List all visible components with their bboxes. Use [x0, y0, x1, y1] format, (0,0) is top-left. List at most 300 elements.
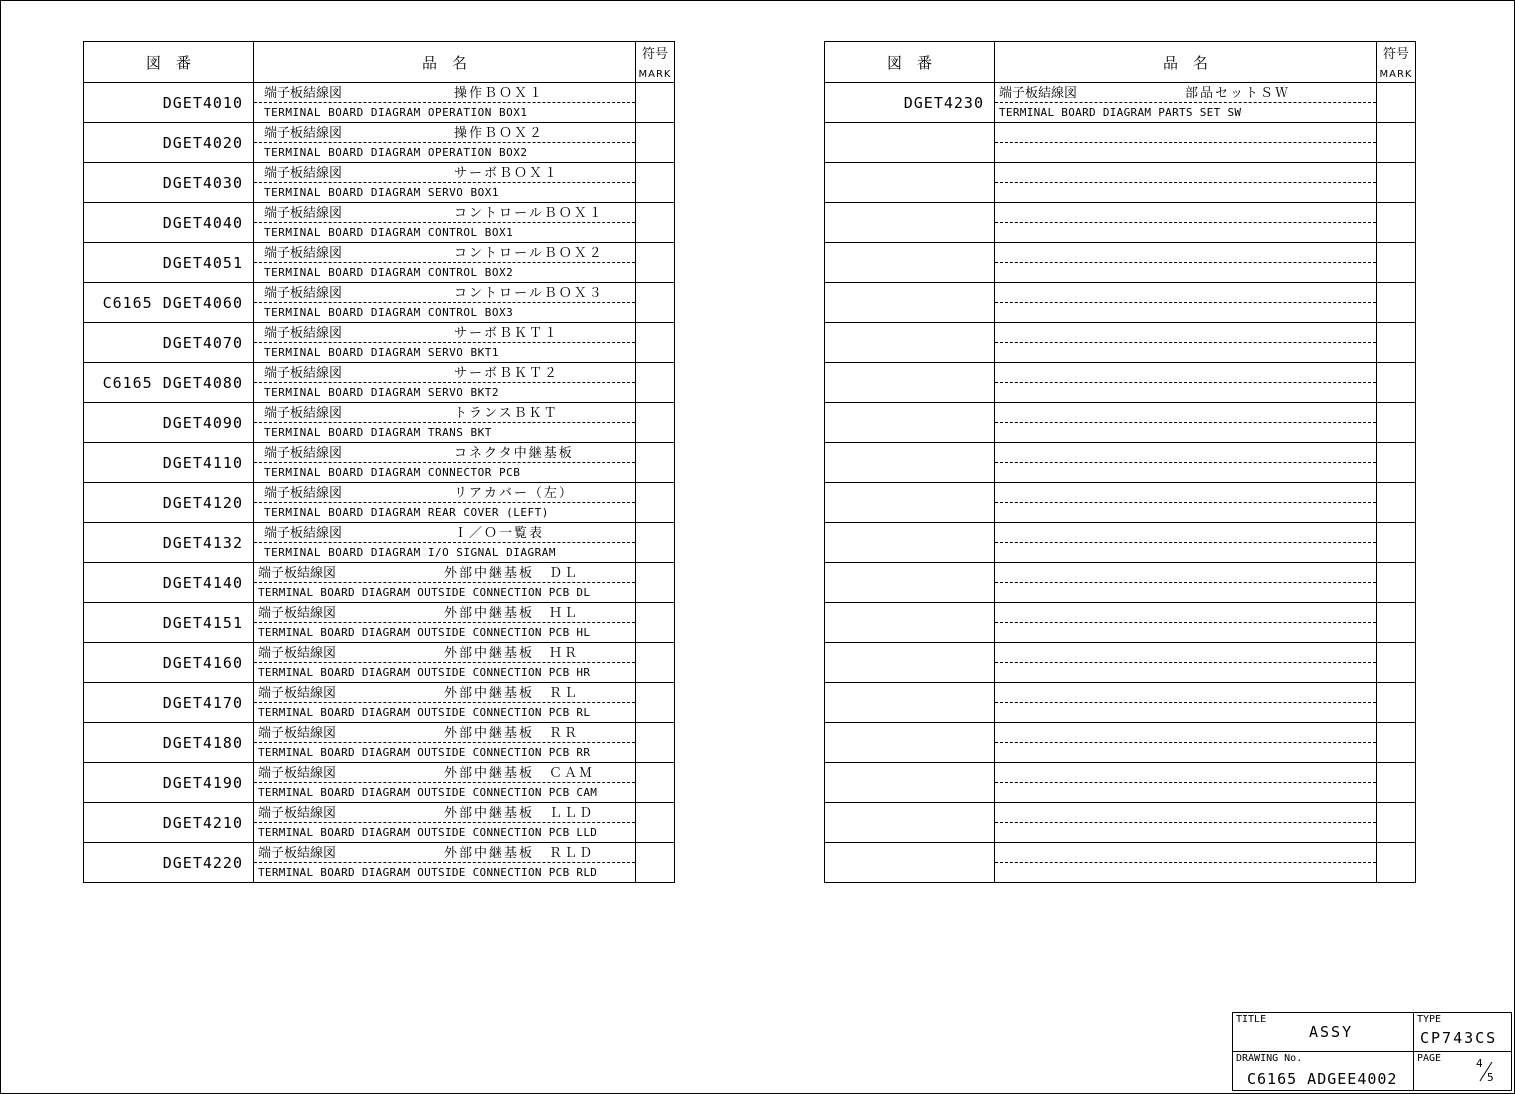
table-row	[84, 563, 675, 603]
part-name-jp-item: コントロールＢＯＸ１	[454, 203, 605, 221]
drawing-number: DGET4151	[84, 603, 254, 643]
part-name-jp-category: 端子板結線図	[264, 203, 343, 221]
part-name-jp-line	[254, 403, 635, 423]
part-name	[254, 283, 636, 323]
part-name-jp-line	[254, 203, 635, 223]
title-cell	[1233, 1013, 1414, 1052]
part-name-jp-line	[254, 563, 635, 583]
table-row	[825, 723, 1416, 763]
mark-cell	[1377, 403, 1416, 443]
drawing-number-value: C6165 ADGEE4002	[1247, 1070, 1398, 1088]
mark-cell	[636, 83, 675, 123]
part-name	[254, 763, 636, 803]
table-row	[84, 603, 675, 643]
part-name-en: TERMINAL BOARD DIAGRAM SERVO BKT2	[264, 386, 500, 399]
part-name-en: TERMINAL BOARD DIAGRAM OUTSIDE CONNECTION PCB RLD	[258, 866, 598, 879]
part-name-jp-category: 端子板結線図	[264, 403, 343, 421]
part-name-jp-line	[995, 83, 1376, 103]
part-name-en-line	[254, 823, 635, 842]
table-row	[825, 443, 1416, 483]
part-name-empty	[995, 723, 1377, 763]
part-name-jp-item: 外部中継基板 ＲＬ	[444, 683, 580, 701]
mark-cell	[1377, 683, 1416, 723]
part-name-empty	[995, 123, 1377, 163]
page-current: 4	[1476, 1057, 1483, 1070]
mark-cell	[636, 683, 675, 723]
part-name-jp-category: 端子板結線図	[264, 283, 343, 301]
part-name	[254, 403, 636, 443]
part-name-en-line	[254, 503, 635, 522]
header-mark-jp: 符号	[1382, 47, 1409, 62]
drawing-list-left	[83, 41, 675, 883]
part-name-en: TERMINAL BOARD DIAGRAM OUTSIDE CONNECTION PCB CAM	[258, 786, 598, 799]
table-row	[825, 163, 1416, 203]
mark-cell	[1377, 123, 1416, 163]
part-name-jp-category: 端子板結線図	[264, 243, 343, 261]
dashed-line	[995, 683, 1376, 703]
part-name-jp-line	[254, 763, 635, 783]
part-name-jp-item: 外部中継基板 ＲＬＤ	[444, 843, 595, 861]
part-name-jp-category: 端子板結線図	[264, 123, 343, 141]
drawing-number: DGET4090	[84, 403, 254, 443]
table-row	[825, 203, 1416, 243]
table-row	[84, 803, 675, 843]
mark-cell	[1377, 163, 1416, 203]
drawing-number: DGET4180	[84, 723, 254, 763]
part-name-jp-item: 外部中継基板 ＨＲ	[444, 643, 580, 661]
mark-cell	[1377, 803, 1416, 843]
part-name-jp-line	[254, 323, 635, 343]
table-row	[825, 83, 1416, 123]
dashed-line	[995, 603, 1376, 623]
drawing-number-empty	[825, 403, 995, 443]
part-name-en: TERMINAL BOARD DIAGRAM OPERATION BOX1	[264, 106, 528, 119]
page-total: 5	[1487, 1071, 1494, 1084]
dashed-line	[995, 763, 1376, 783]
mark-cell	[636, 803, 675, 843]
mark-cell	[1377, 523, 1416, 563]
part-name-en-line	[254, 383, 635, 402]
part-name-jp-category: 端子板結線図	[258, 643, 337, 661]
dashed-line	[995, 643, 1376, 663]
part-name-jp-item: トランスＢＫＴ	[454, 403, 560, 421]
part-name-jp-category: 端子板結線図	[264, 83, 343, 101]
dashed-line	[995, 283, 1376, 303]
mark-cell	[1377, 843, 1416, 883]
drawing-number: DGET4051	[84, 243, 254, 283]
part-name-en-line	[254, 183, 635, 202]
drawing-number-empty	[825, 283, 995, 323]
part-name-jp-item: コネクタ中継基板	[454, 443, 575, 461]
title-label: TITLE	[1236, 1014, 1267, 1025]
part-name-en-line	[995, 103, 1376, 122]
part-name-en: TERMINAL BOARD DIAGRAM OUTSIDE CONNECTION PCB RL	[258, 706, 591, 719]
part-name-empty	[995, 363, 1377, 403]
table-header	[825, 42, 1416, 83]
table-row	[825, 683, 1416, 723]
mark-cell	[1377, 763, 1416, 803]
table-row	[84, 83, 675, 123]
part-name-en-line	[254, 743, 635, 762]
part-name-empty	[995, 443, 1377, 483]
part-name-en: TERMINAL BOARD DIAGRAM TRANS BKT	[264, 426, 492, 439]
table-row	[84, 163, 675, 203]
part-name-jp-item: サーボＢＫＴ２	[454, 363, 560, 381]
part-name-en-line	[254, 103, 635, 122]
part-name-en-line	[254, 663, 635, 682]
mark-cell	[1377, 83, 1416, 123]
part-name	[254, 163, 636, 203]
table-row	[825, 123, 1416, 163]
part-name-jp-category: 端子板結線図	[258, 563, 337, 581]
mark-cell	[1377, 203, 1416, 243]
table-row	[825, 323, 1416, 363]
mark-cell	[636, 283, 675, 323]
part-name-en: TERMINAL BOARD DIAGRAM I/O SIGNAL DIAGRAM	[264, 546, 557, 559]
table-row	[825, 803, 1416, 843]
mark-cell	[1377, 243, 1416, 283]
part-name-en-line	[254, 223, 635, 242]
part-name-en-line	[254, 543, 635, 562]
part-name-en-line	[254, 143, 635, 162]
part-name-empty	[995, 643, 1377, 683]
mark-cell	[636, 203, 675, 243]
part-name-en-line	[254, 703, 635, 722]
part-name-jp-item: サーボＢＯＸ１	[454, 163, 560, 181]
header-mark-en: MARK	[638, 69, 672, 80]
dashed-line	[995, 123, 1376, 143]
drawing-number: C6165 DGET4060	[84, 283, 254, 323]
header-drawing-number: 図 番	[84, 42, 254, 83]
mark-cell	[636, 403, 675, 443]
part-name-jp-item: 操作ＢＯＸ１	[454, 83, 545, 101]
part-name-empty	[995, 163, 1377, 203]
mark-cell	[636, 363, 675, 403]
table-row	[84, 403, 675, 443]
drawing-list-right	[824, 41, 1416, 883]
part-name-empty	[995, 323, 1377, 363]
part-name-en-line	[254, 263, 635, 282]
dashed-line	[995, 843, 1376, 863]
part-name-empty	[995, 683, 1377, 723]
drawing-number-label: DRAWING No.	[1236, 1053, 1303, 1064]
table-row	[84, 203, 675, 243]
mark-cell	[636, 523, 675, 563]
drawing-number-empty	[825, 443, 995, 483]
part-name-en: TERMINAL BOARD DIAGRAM OUTSIDE CONNECTION PCB HR	[258, 666, 591, 679]
part-name-en-line	[254, 463, 635, 482]
drawing-number-empty	[825, 563, 995, 603]
drawing-number: DGET4030	[84, 163, 254, 203]
part-name-jp-item: Ｉ／Ｏ一覧表	[454, 523, 545, 541]
drawing-number: DGET4010	[84, 83, 254, 123]
part-name-empty	[995, 243, 1377, 283]
drawing-number-empty	[825, 483, 995, 523]
table-row	[84, 643, 675, 683]
part-name-jp-category: 端子板結線図	[258, 683, 337, 701]
table-row	[825, 603, 1416, 643]
table-row	[84, 443, 675, 483]
table-row	[84, 283, 675, 323]
part-name-jp-line	[254, 683, 635, 703]
part-name-en: TERMINAL BOARD DIAGRAM OUTSIDE CONNECTION PCB RR	[258, 746, 591, 759]
table-row	[825, 643, 1416, 683]
type-cell	[1414, 1013, 1512, 1052]
table-row	[84, 683, 675, 723]
drawing-number-empty	[825, 323, 995, 363]
part-name	[254, 803, 636, 843]
part-name	[254, 363, 636, 403]
part-name-jp-category: 端子板結線図	[264, 523, 343, 541]
dashed-line	[995, 403, 1376, 423]
dashed-line	[995, 243, 1376, 263]
drawing-number-empty	[825, 123, 995, 163]
mark-cell	[636, 603, 675, 643]
part-name-empty	[995, 563, 1377, 603]
dashed-line	[995, 483, 1376, 503]
page-cell	[1414, 1052, 1512, 1091]
part-name	[254, 523, 636, 563]
drawing-number-cell	[1233, 1052, 1414, 1091]
part-name-jp-category: 端子板結線図	[258, 603, 337, 621]
table-row	[825, 403, 1416, 443]
mark-cell	[636, 123, 675, 163]
table-row	[825, 843, 1416, 883]
mark-cell	[636, 643, 675, 683]
part-name-empty	[995, 403, 1377, 443]
part-name	[254, 123, 636, 163]
part-name-jp-line	[254, 83, 635, 103]
mark-cell	[636, 723, 675, 763]
part-name-jp-item: リアカバー（左）	[454, 483, 575, 501]
part-name	[995, 83, 1377, 123]
table-row	[825, 283, 1416, 323]
part-name-jp-item: 外部中継基板 ＨＬ	[444, 603, 580, 621]
part-name-jp-category: 端子板結線図	[999, 83, 1078, 101]
part-name-empty	[995, 203, 1377, 243]
part-name	[254, 83, 636, 123]
mark-cell	[636, 563, 675, 603]
part-name-jp-category: 端子板結線図	[264, 443, 343, 461]
part-name-en: TERMINAL BOARD DIAGRAM OPERATION BOX2	[264, 146, 528, 159]
mark-cell	[1377, 323, 1416, 363]
dashed-line	[995, 163, 1376, 183]
table-row	[825, 363, 1416, 403]
mark-cell	[636, 483, 675, 523]
table-row	[84, 243, 675, 283]
drawing-number: DGET4020	[84, 123, 254, 163]
part-name	[254, 723, 636, 763]
part-name-jp-item: 外部中継基板 ＤＬ	[444, 563, 580, 581]
part-name	[254, 683, 636, 723]
part-name-jp-line	[254, 163, 635, 183]
part-name-en: TERMINAL BOARD DIAGRAM CONNECTOR PCB	[264, 466, 521, 479]
part-name-jp-item: 操作ＢＯＸ２	[454, 123, 545, 141]
mark-cell	[1377, 283, 1416, 323]
table-row	[84, 723, 675, 763]
part-name-jp-line	[254, 243, 635, 263]
dashed-line	[995, 323, 1376, 343]
part-name-jp-category: 端子板結線図	[264, 363, 343, 381]
part-name	[254, 603, 636, 643]
page-fraction	[1472, 1056, 1502, 1084]
header-drawing-number: 図 番	[825, 42, 995, 83]
drawing-number-empty	[825, 723, 995, 763]
drawing-number-empty	[825, 763, 995, 803]
mark-cell	[636, 243, 675, 283]
part-name	[254, 843, 636, 883]
mark-cell	[1377, 563, 1416, 603]
table-row	[825, 763, 1416, 803]
drawing-number: DGET4070	[84, 323, 254, 363]
table-row	[825, 483, 1416, 523]
part-name-en: TERMINAL BOARD DIAGRAM OUTSIDE CONNECTION PCB HL	[258, 626, 591, 639]
mark-cell	[1377, 723, 1416, 763]
part-name-jp-line	[254, 283, 635, 303]
header-part-name: 品 名	[254, 42, 636, 83]
drawing-number-empty	[825, 803, 995, 843]
part-name-en: TERMINAL BOARD DIAGRAM REAR COVER (LEFT)	[264, 506, 549, 519]
part-name-jp-category: 端子板結線図	[258, 843, 337, 861]
drawing-number: DGET4190	[84, 763, 254, 803]
drawing-number: DGET4120	[84, 483, 254, 523]
part-name-jp-line	[254, 643, 635, 663]
part-name-jp-line	[254, 603, 635, 623]
part-name-en-line	[254, 783, 635, 802]
part-name-en: TERMINAL BOARD DIAGRAM CONTROL BOX2	[264, 266, 514, 279]
part-name-jp-category: 端子板結線図	[264, 483, 343, 501]
drawing-number: DGET4160	[84, 643, 254, 683]
part-name-jp-item: サーボＢＫＴ１	[454, 323, 560, 341]
header-part-name: 品 名	[995, 42, 1377, 83]
drawing-number: DGET4230	[825, 83, 995, 123]
dashed-line	[995, 443, 1376, 463]
table-row	[84, 363, 675, 403]
mark-cell	[636, 443, 675, 483]
part-name-jp-item: 部品セットＳＷ	[1185, 83, 1291, 101]
mark-cell	[1377, 443, 1416, 483]
drawing-number-empty	[825, 363, 995, 403]
part-name-jp-line	[254, 843, 635, 863]
part-name-jp-category: 端子板結線図	[258, 723, 337, 741]
header-mark	[636, 42, 675, 83]
part-name	[254, 483, 636, 523]
mark-cell	[1377, 363, 1416, 403]
part-name-jp-line	[254, 523, 635, 543]
drawing-number-empty	[825, 243, 995, 283]
part-name-empty	[995, 843, 1377, 883]
table-row	[84, 323, 675, 363]
part-name-en-line	[254, 343, 635, 362]
drawing-number: DGET4170	[84, 683, 254, 723]
dashed-line	[995, 803, 1376, 823]
part-name	[254, 643, 636, 683]
table-row	[84, 523, 675, 563]
part-name	[254, 323, 636, 363]
part-name-en: TERMINAL BOARD DIAGRAM OUTSIDE CONNECTION PCB DL	[258, 586, 591, 599]
mark-cell	[636, 763, 675, 803]
table-row	[84, 123, 675, 163]
part-name-empty	[995, 483, 1377, 523]
part-name-jp-item: コントロールＢＯＸ２	[454, 243, 605, 261]
drawing-number-empty	[825, 163, 995, 203]
part-name-en: TERMINAL BOARD DIAGRAM OUTSIDE CONNECTION PCB LLD	[258, 826, 598, 839]
part-name-en: TERMINAL BOARD DIAGRAM CONTROL BOX3	[264, 306, 514, 319]
mark-cell	[1377, 603, 1416, 643]
part-name-empty	[995, 523, 1377, 563]
drawing-number: DGET4210	[84, 803, 254, 843]
mark-cell	[636, 843, 675, 883]
table-row	[825, 563, 1416, 603]
drawing-number: DGET4040	[84, 203, 254, 243]
mark-cell	[636, 323, 675, 363]
dashed-line	[995, 723, 1376, 743]
drawing-number: DGET4140	[84, 563, 254, 603]
part-name-empty	[995, 763, 1377, 803]
drawing-number-empty	[825, 603, 995, 643]
part-name	[254, 203, 636, 243]
part-name-en: TERMINAL BOARD DIAGRAM SERVO BOX1	[264, 186, 500, 199]
type-label: TYPE	[1417, 1014, 1442, 1025]
title-value: ASSY	[1309, 1023, 1354, 1041]
type-value: CP743CS	[1420, 1029, 1498, 1047]
mark-cell	[1377, 483, 1416, 523]
mark-cell	[636, 163, 675, 203]
header-mark	[1377, 42, 1416, 83]
drawing-number: DGET4220	[84, 843, 254, 883]
part-name-jp-item: コントロールＢＯＸ３	[454, 283, 605, 301]
part-name-jp-category: 端子板結線図	[258, 803, 337, 821]
part-name-en: TERMINAL BOARD DIAGRAM SERVO BKT1	[264, 346, 500, 359]
part-name-jp-item: 外部中継基板 ＲＲ	[444, 723, 580, 741]
part-name-en-line	[254, 583, 635, 602]
table-header	[84, 42, 675, 83]
part-name-jp-line	[254, 483, 635, 503]
drawing-number-empty	[825, 843, 995, 883]
header-mark-jp: 符号	[641, 47, 668, 62]
drawing-number-empty	[825, 203, 995, 243]
dashed-line	[995, 363, 1376, 383]
part-name-jp-line	[254, 803, 635, 823]
part-name-en-line	[254, 623, 635, 642]
drawing-number: DGET4132	[84, 523, 254, 563]
dashed-line	[995, 563, 1376, 583]
part-name	[254, 243, 636, 283]
part-name-empty	[995, 803, 1377, 843]
part-name-empty	[995, 603, 1377, 643]
part-name-jp-line	[254, 723, 635, 743]
table-row	[84, 843, 675, 883]
page-label: PAGE	[1417, 1053, 1442, 1064]
part-name-jp-item: 外部中継基板 ＬＬＤ	[444, 803, 595, 821]
part-name	[254, 563, 636, 603]
part-name-jp-category: 端子板結線図	[258, 763, 337, 781]
title-block	[1232, 1012, 1512, 1091]
dashed-line	[995, 203, 1376, 223]
part-name-en: TERMINAL BOARD DIAGRAM CONTROL BOX1	[264, 226, 514, 239]
part-name-en: TERMINAL BOARD DIAGRAM PARTS SET SW	[999, 106, 1242, 119]
part-name-en-line	[254, 863, 635, 882]
part-name-jp-category: 端子板結線図	[264, 163, 343, 181]
drawing-number-empty	[825, 643, 995, 683]
drawing-number-empty	[825, 683, 995, 723]
part-name-jp-line	[254, 443, 635, 463]
table-row	[84, 763, 675, 803]
table-row	[825, 523, 1416, 563]
part-name-jp-item: 外部中継基板 ＣＡＭ	[444, 763, 595, 781]
part-name-jp-category: 端子板結線図	[264, 323, 343, 341]
part-name-jp-line	[254, 123, 635, 143]
